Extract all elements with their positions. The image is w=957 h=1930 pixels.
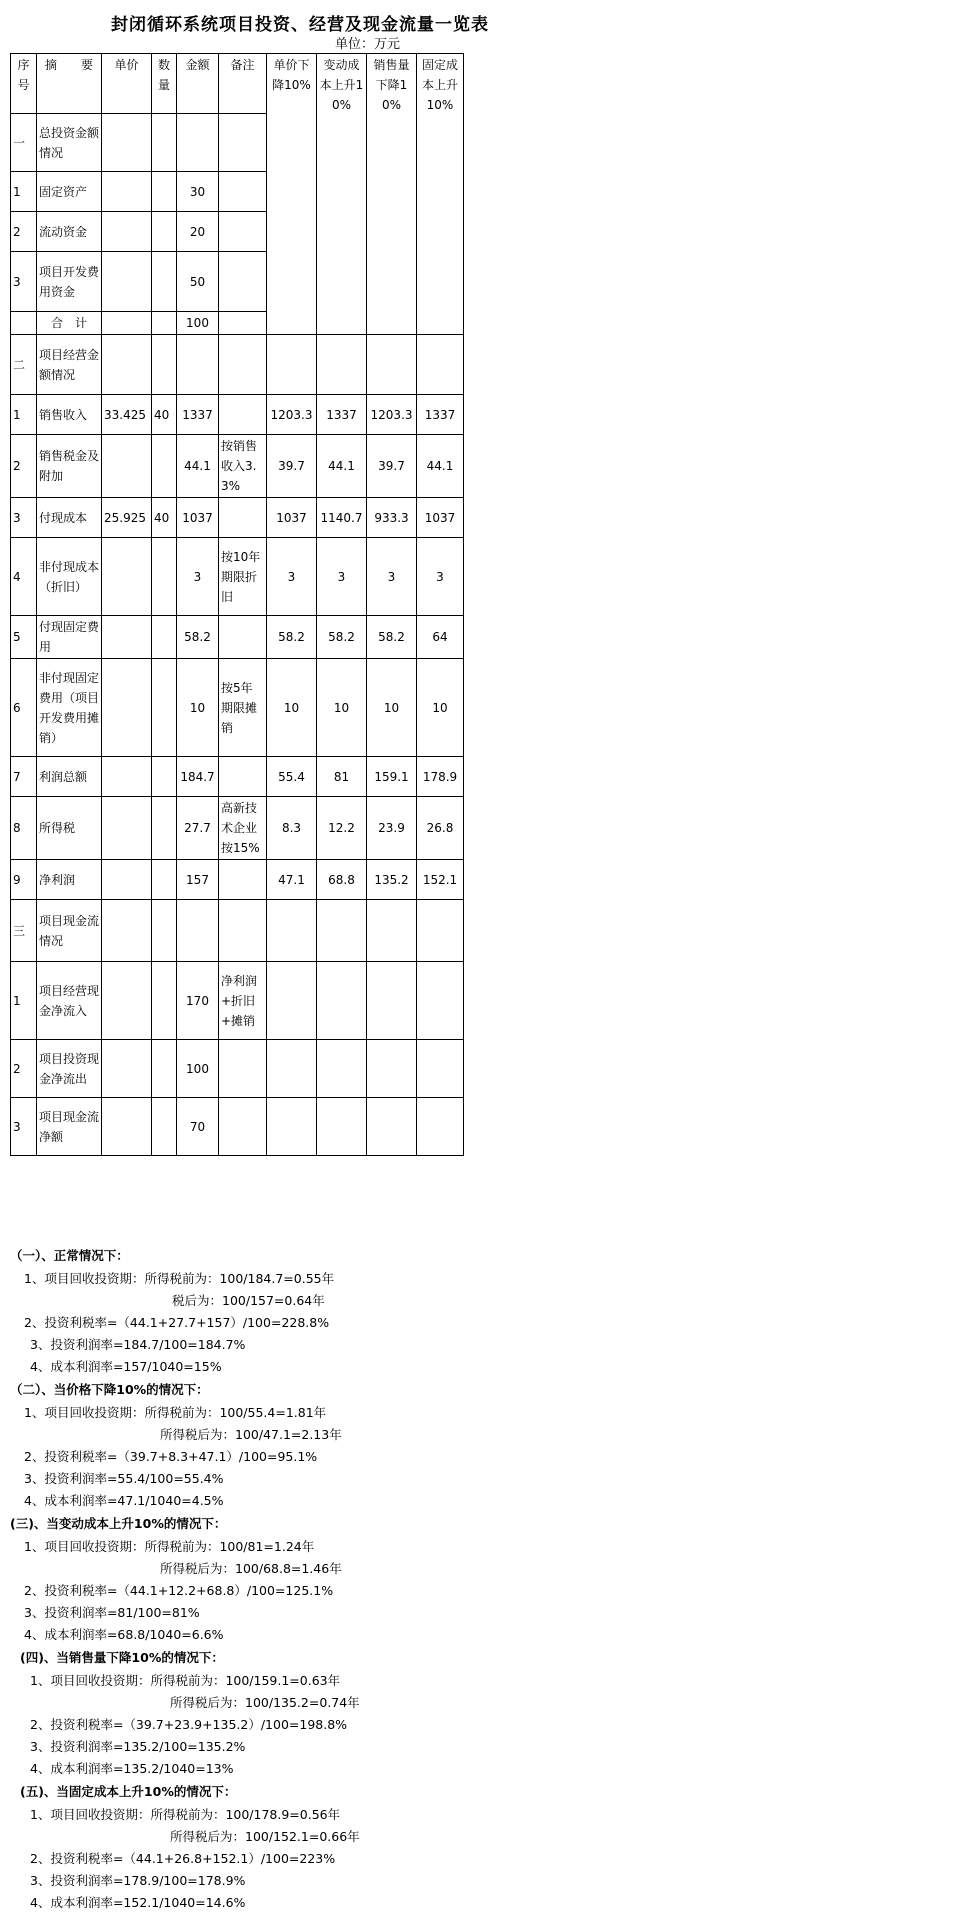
row-remark xyxy=(219,252,267,312)
row-qty xyxy=(152,435,177,498)
row-desc: 利润总额 xyxy=(37,757,102,797)
row-volume-down xyxy=(367,1098,417,1156)
row-desc: 项目经营金额情况 xyxy=(37,335,102,395)
row-no: 二 xyxy=(11,335,37,395)
row-price-down xyxy=(267,1040,317,1098)
row-remark xyxy=(219,312,267,335)
row-amount: 157 xyxy=(177,860,219,900)
row-desc: 付现固定费用 xyxy=(37,616,102,659)
row-no: 8 xyxy=(11,797,37,860)
note-line: 4、成本利润率=135.2/1040=13% xyxy=(30,1761,234,1776)
row-amount: 30 xyxy=(177,172,219,212)
row-qty xyxy=(152,212,177,252)
row-varcost-up: 1337 xyxy=(317,395,367,435)
note-section xyxy=(10,1244,570,1378)
row-no: 2 xyxy=(11,435,37,498)
row-volume-down: 39.7 xyxy=(367,435,417,498)
row-qty xyxy=(152,172,177,212)
note-section-title: （二）、当价格下降10%的情况下： xyxy=(10,1382,209,1397)
row-no: 6 xyxy=(11,659,37,757)
row-no xyxy=(11,312,37,335)
row-price xyxy=(102,797,152,860)
row-amount: 70 xyxy=(177,1098,219,1156)
note-line: 2、投资利税率=（44.1+12.2+68.8）/100=125.1% xyxy=(24,1583,334,1598)
note-line: 所得税后为：100/47.1=2.13年 xyxy=(160,1427,342,1442)
row-fixedcost-up: 44.1 xyxy=(417,435,464,498)
row-fixedcost-up: 152.1 xyxy=(417,860,464,900)
table-row xyxy=(11,860,464,900)
row-qty xyxy=(152,797,177,860)
note-line: 3、投资利润率=135.2/100=135.2% xyxy=(30,1739,246,1754)
row-price-down: 8.3 xyxy=(267,797,317,860)
row-volume-down: 159.1 xyxy=(367,757,417,797)
header-fixedcost-up: 固定成本上升10% xyxy=(417,54,464,335)
row-qty xyxy=(152,252,177,312)
note-line: 3、投资利润率=178.9/100=178.9% xyxy=(30,1873,246,1888)
row-fixedcost-up: 178.9 xyxy=(417,757,464,797)
note-line: 3、投资利润率=55.4/100=55.4% xyxy=(24,1471,224,1486)
row-amount: 20 xyxy=(177,212,219,252)
row-qty xyxy=(152,335,177,395)
row-volume-down xyxy=(367,335,417,395)
row-desc: 所得税 xyxy=(37,797,102,860)
row-volume-down: 933.3 xyxy=(367,498,417,538)
row-desc: 流动资金 xyxy=(37,212,102,252)
row-no: 一 xyxy=(11,114,37,172)
row-remark: 按销售收入3.3% xyxy=(219,435,267,498)
row-varcost-up xyxy=(317,335,367,395)
note-line: 所得税后为：100/68.8=1.46年 xyxy=(160,1561,342,1576)
row-qty: 40 xyxy=(152,395,177,435)
table-header-row xyxy=(11,54,464,114)
row-fixedcost-up: 64 xyxy=(417,616,464,659)
note-line: 4、成本利润率=157/1040=15% xyxy=(30,1359,222,1374)
header-price-down: 单价下降10% xyxy=(267,54,317,335)
row-remark xyxy=(219,114,267,172)
row-amount xyxy=(177,114,219,172)
row-fixedcost-up xyxy=(417,335,464,395)
row-no: 1 xyxy=(11,395,37,435)
row-price xyxy=(102,538,152,616)
row-amount: 1337 xyxy=(177,395,219,435)
note-line: 所得税后为：100/152.1=0.66年 xyxy=(170,1829,360,1844)
note-section-title: (三)、当变动成本上升10%的情况下： xyxy=(10,1516,227,1531)
row-remark xyxy=(219,395,267,435)
row-desc: 非付现固定费用（项目开发费用摊销） xyxy=(37,659,102,757)
row-price-down: 1203.3 xyxy=(267,395,317,435)
row-fixedcost-up xyxy=(417,962,464,1040)
row-desc: 项目现金流净额 xyxy=(37,1098,102,1156)
row-volume-down: 23.9 xyxy=(367,797,417,860)
row-remark xyxy=(219,1040,267,1098)
row-remark xyxy=(219,900,267,962)
row-amount: 10 xyxy=(177,659,219,757)
row-desc: 项目现金流情况 xyxy=(37,900,102,962)
row-volume-down xyxy=(367,900,417,962)
row-no: 3 xyxy=(11,252,37,312)
header-amount: 金额 xyxy=(177,54,219,114)
row-volume-down: 58.2 xyxy=(367,616,417,659)
row-varcost-up xyxy=(317,962,367,1040)
note-section-title: (四)、当销售量下降10%的情况下： xyxy=(20,1650,224,1665)
row-price-down xyxy=(267,962,317,1040)
unit-label: 单位：万元 xyxy=(335,37,401,52)
row-amount xyxy=(177,335,219,395)
header-varcost-up: 变动成本上升10% xyxy=(317,54,367,335)
note-line: 2、投资利税率=（44.1+27.7+157）/100=228.8% xyxy=(24,1315,330,1330)
row-remark: 净利润+折旧+摊销 xyxy=(219,962,267,1040)
row-volume-down: 3 xyxy=(367,538,417,616)
table-row xyxy=(11,1098,464,1156)
row-qty xyxy=(152,962,177,1040)
row-remark: 高新技术企业按15% xyxy=(219,797,267,860)
row-fixedcost-up: 26.8 xyxy=(417,797,464,860)
row-no: 1 xyxy=(11,172,37,212)
row-price xyxy=(102,616,152,659)
row-fixedcost-up xyxy=(417,1098,464,1156)
row-varcost-up: 1140.7 xyxy=(317,498,367,538)
header-desc: 摘 要 xyxy=(37,54,102,114)
header-remark: 备注 xyxy=(219,54,267,114)
row-remark xyxy=(219,335,267,395)
table-row xyxy=(11,335,464,395)
note-line: 1、项目回收投资期：所得税前为：100/159.1=0.63年 xyxy=(30,1673,341,1688)
row-no: 3 xyxy=(11,1098,37,1156)
row-amount: 170 xyxy=(177,962,219,1040)
row-price-down xyxy=(267,1098,317,1156)
header-qty: 数量 xyxy=(152,54,177,114)
note-section xyxy=(10,1646,570,1780)
row-amount: 100 xyxy=(177,1040,219,1098)
note-section xyxy=(10,1780,570,1914)
row-price xyxy=(102,335,152,395)
document-title: 封闭循环系统项目投资、经营及现金流量一览表 xyxy=(111,15,489,35)
row-varcost-up: 81 xyxy=(317,757,367,797)
row-remark xyxy=(219,212,267,252)
row-no: 7 xyxy=(11,757,37,797)
row-price: 33.425 xyxy=(102,395,152,435)
table-row xyxy=(11,659,464,757)
row-price-down: 47.1 xyxy=(267,860,317,900)
row-no: 9 xyxy=(11,860,37,900)
header-no: 序号 xyxy=(11,54,37,114)
row-amount: 184.7 xyxy=(177,757,219,797)
note-line: 4、成本利润率=68.8/1040=6.6% xyxy=(24,1627,224,1642)
note-section-title: （一）、正常情况下： xyxy=(10,1248,129,1263)
row-amount: 100 xyxy=(177,312,219,335)
row-volume-down xyxy=(367,962,417,1040)
row-qty: 40 xyxy=(152,498,177,538)
row-price-down: 1037 xyxy=(267,498,317,538)
row-no: 2 xyxy=(11,212,37,252)
note-line: 所得税后为：100/135.2=0.74年 xyxy=(170,1695,360,1710)
row-varcost-up: 3 xyxy=(317,538,367,616)
row-no: 5 xyxy=(11,616,37,659)
row-price xyxy=(102,860,152,900)
row-desc: 项目经营现金净流入 xyxy=(37,962,102,1040)
row-amount xyxy=(177,900,219,962)
note-line: 2、投资利税率=（39.7+8.3+47.1）/100=95.1% xyxy=(24,1449,318,1464)
row-fixedcost-up: 1037 xyxy=(417,498,464,538)
row-remark xyxy=(219,616,267,659)
row-varcost-up: 10 xyxy=(317,659,367,757)
row-qty xyxy=(152,757,177,797)
row-remark xyxy=(219,860,267,900)
row-price xyxy=(102,900,152,962)
row-price xyxy=(102,1040,152,1098)
table-row xyxy=(11,435,464,498)
row-price xyxy=(102,1098,152,1156)
row-desc: 销售收入 xyxy=(37,395,102,435)
row-fixedcost-up: 10 xyxy=(417,659,464,757)
table-row xyxy=(11,797,464,860)
table-row xyxy=(11,538,464,616)
row-remark xyxy=(219,757,267,797)
table-row xyxy=(11,757,464,797)
row-desc: 付现成本 xyxy=(37,498,102,538)
row-price-down: 58.2 xyxy=(267,616,317,659)
row-varcost-up xyxy=(317,900,367,962)
note-line: 1、项目回收投资期：所得税前为：100/184.7=0.55年 xyxy=(24,1271,335,1286)
row-no: 3 xyxy=(11,498,37,538)
row-desc: 总投资金额情况 xyxy=(37,114,102,172)
row-varcost-up: 44.1 xyxy=(317,435,367,498)
row-varcost-up xyxy=(317,1040,367,1098)
row-price-down: 55.4 xyxy=(267,757,317,797)
note-line: 3、投资利润率=184.7/100=184.7% xyxy=(30,1337,246,1352)
row-fixedcost-up: 3 xyxy=(417,538,464,616)
row-qty xyxy=(152,616,177,659)
note-line: 1、项目回收投资期：所得税前为：100/81=1.24年 xyxy=(24,1539,315,1554)
row-qty xyxy=(152,538,177,616)
row-price xyxy=(102,172,152,212)
table-row xyxy=(11,962,464,1040)
row-volume-down: 10 xyxy=(367,659,417,757)
note-line: 3、投资利润率=81/100=81% xyxy=(24,1605,200,1620)
row-qty xyxy=(152,1098,177,1156)
note-line: 4、成本利润率=47.1/1040=4.5% xyxy=(24,1493,224,1508)
row-price xyxy=(102,757,152,797)
investment-table xyxy=(10,53,464,1156)
row-price xyxy=(102,114,152,172)
row-price-down xyxy=(267,900,317,962)
row-qty xyxy=(152,900,177,962)
row-desc: 固定资产 xyxy=(37,172,102,212)
note-line: 2、投资利税率=（39.7+23.9+135.2）/100=198.8% xyxy=(30,1717,348,1732)
note-line: 1、项目回收投资期：所得税前为：100/178.9=0.56年 xyxy=(30,1807,341,1822)
row-volume-down: 135.2 xyxy=(367,860,417,900)
table-row xyxy=(11,616,464,659)
row-amount: 27.7 xyxy=(177,797,219,860)
row-price xyxy=(102,659,152,757)
row-qty xyxy=(152,312,177,335)
row-price xyxy=(102,312,152,335)
note-line: 税后为：100/157=0.64年 xyxy=(172,1293,325,1308)
row-no: 三 xyxy=(11,900,37,962)
row-qty xyxy=(152,659,177,757)
row-remark: 按10年期限折旧 xyxy=(219,538,267,616)
row-price-down: 39.7 xyxy=(267,435,317,498)
row-price-down xyxy=(267,335,317,395)
row-desc: 项目开发费用资金 xyxy=(37,252,102,312)
row-desc: 项目投资现金净流出 xyxy=(37,1040,102,1098)
row-volume-down: 1203.3 xyxy=(367,395,417,435)
row-varcost-up: 58.2 xyxy=(317,616,367,659)
row-no: 1 xyxy=(11,962,37,1040)
row-desc: 非付现成本（折旧） xyxy=(37,538,102,616)
analysis-notes xyxy=(10,1244,570,1914)
row-varcost-up xyxy=(317,1098,367,1156)
row-amount: 1037 xyxy=(177,498,219,538)
row-varcost-up: 68.8 xyxy=(317,860,367,900)
row-desc: 合 计 xyxy=(37,312,102,335)
row-price xyxy=(102,435,152,498)
row-amount: 58.2 xyxy=(177,616,219,659)
row-fixedcost-up xyxy=(417,900,464,962)
row-qty xyxy=(152,114,177,172)
note-section xyxy=(10,1378,570,1512)
table-row xyxy=(11,395,464,435)
row-desc: 净利润 xyxy=(37,860,102,900)
row-price xyxy=(102,212,152,252)
row-remark xyxy=(219,172,267,212)
row-fixedcost-up xyxy=(417,1040,464,1098)
note-line: 4、成本利润率=152.1/1040=14.6% xyxy=(30,1895,246,1910)
note-line: 1、项目回收投资期：所得税前为：100/55.4=1.81年 xyxy=(24,1405,327,1420)
row-fixedcost-up: 1337 xyxy=(417,395,464,435)
row-varcost-up: 12.2 xyxy=(317,797,367,860)
header-volume-down: 销售量下降10% xyxy=(367,54,417,335)
row-price xyxy=(102,962,152,1040)
row-desc: 销售税金及附加 xyxy=(37,435,102,498)
row-price-down: 3 xyxy=(267,538,317,616)
note-section-title: (五)、当固定成本上升10%的情况下： xyxy=(20,1784,237,1799)
header-price: 单价 xyxy=(102,54,152,114)
row-price xyxy=(102,252,152,312)
note-line: 2、投资利税率=（44.1+26.8+152.1）/100=223% xyxy=(30,1851,336,1866)
row-remark xyxy=(219,1098,267,1156)
row-price: 25.925 xyxy=(102,498,152,538)
row-amount: 3 xyxy=(177,538,219,616)
row-amount: 44.1 xyxy=(177,435,219,498)
row-volume-down xyxy=(367,1040,417,1098)
row-no: 2 xyxy=(11,1040,37,1098)
row-remark xyxy=(219,498,267,538)
note-section xyxy=(10,1512,570,1646)
table-row xyxy=(11,900,464,962)
row-no: 4 xyxy=(11,538,37,616)
row-amount: 50 xyxy=(177,252,219,312)
row-price-down: 10 xyxy=(267,659,317,757)
table-row xyxy=(11,1040,464,1098)
row-qty xyxy=(152,1040,177,1098)
row-remark: 按5年期限摊销 xyxy=(219,659,267,757)
table-row xyxy=(11,498,464,538)
row-qty xyxy=(152,860,177,900)
